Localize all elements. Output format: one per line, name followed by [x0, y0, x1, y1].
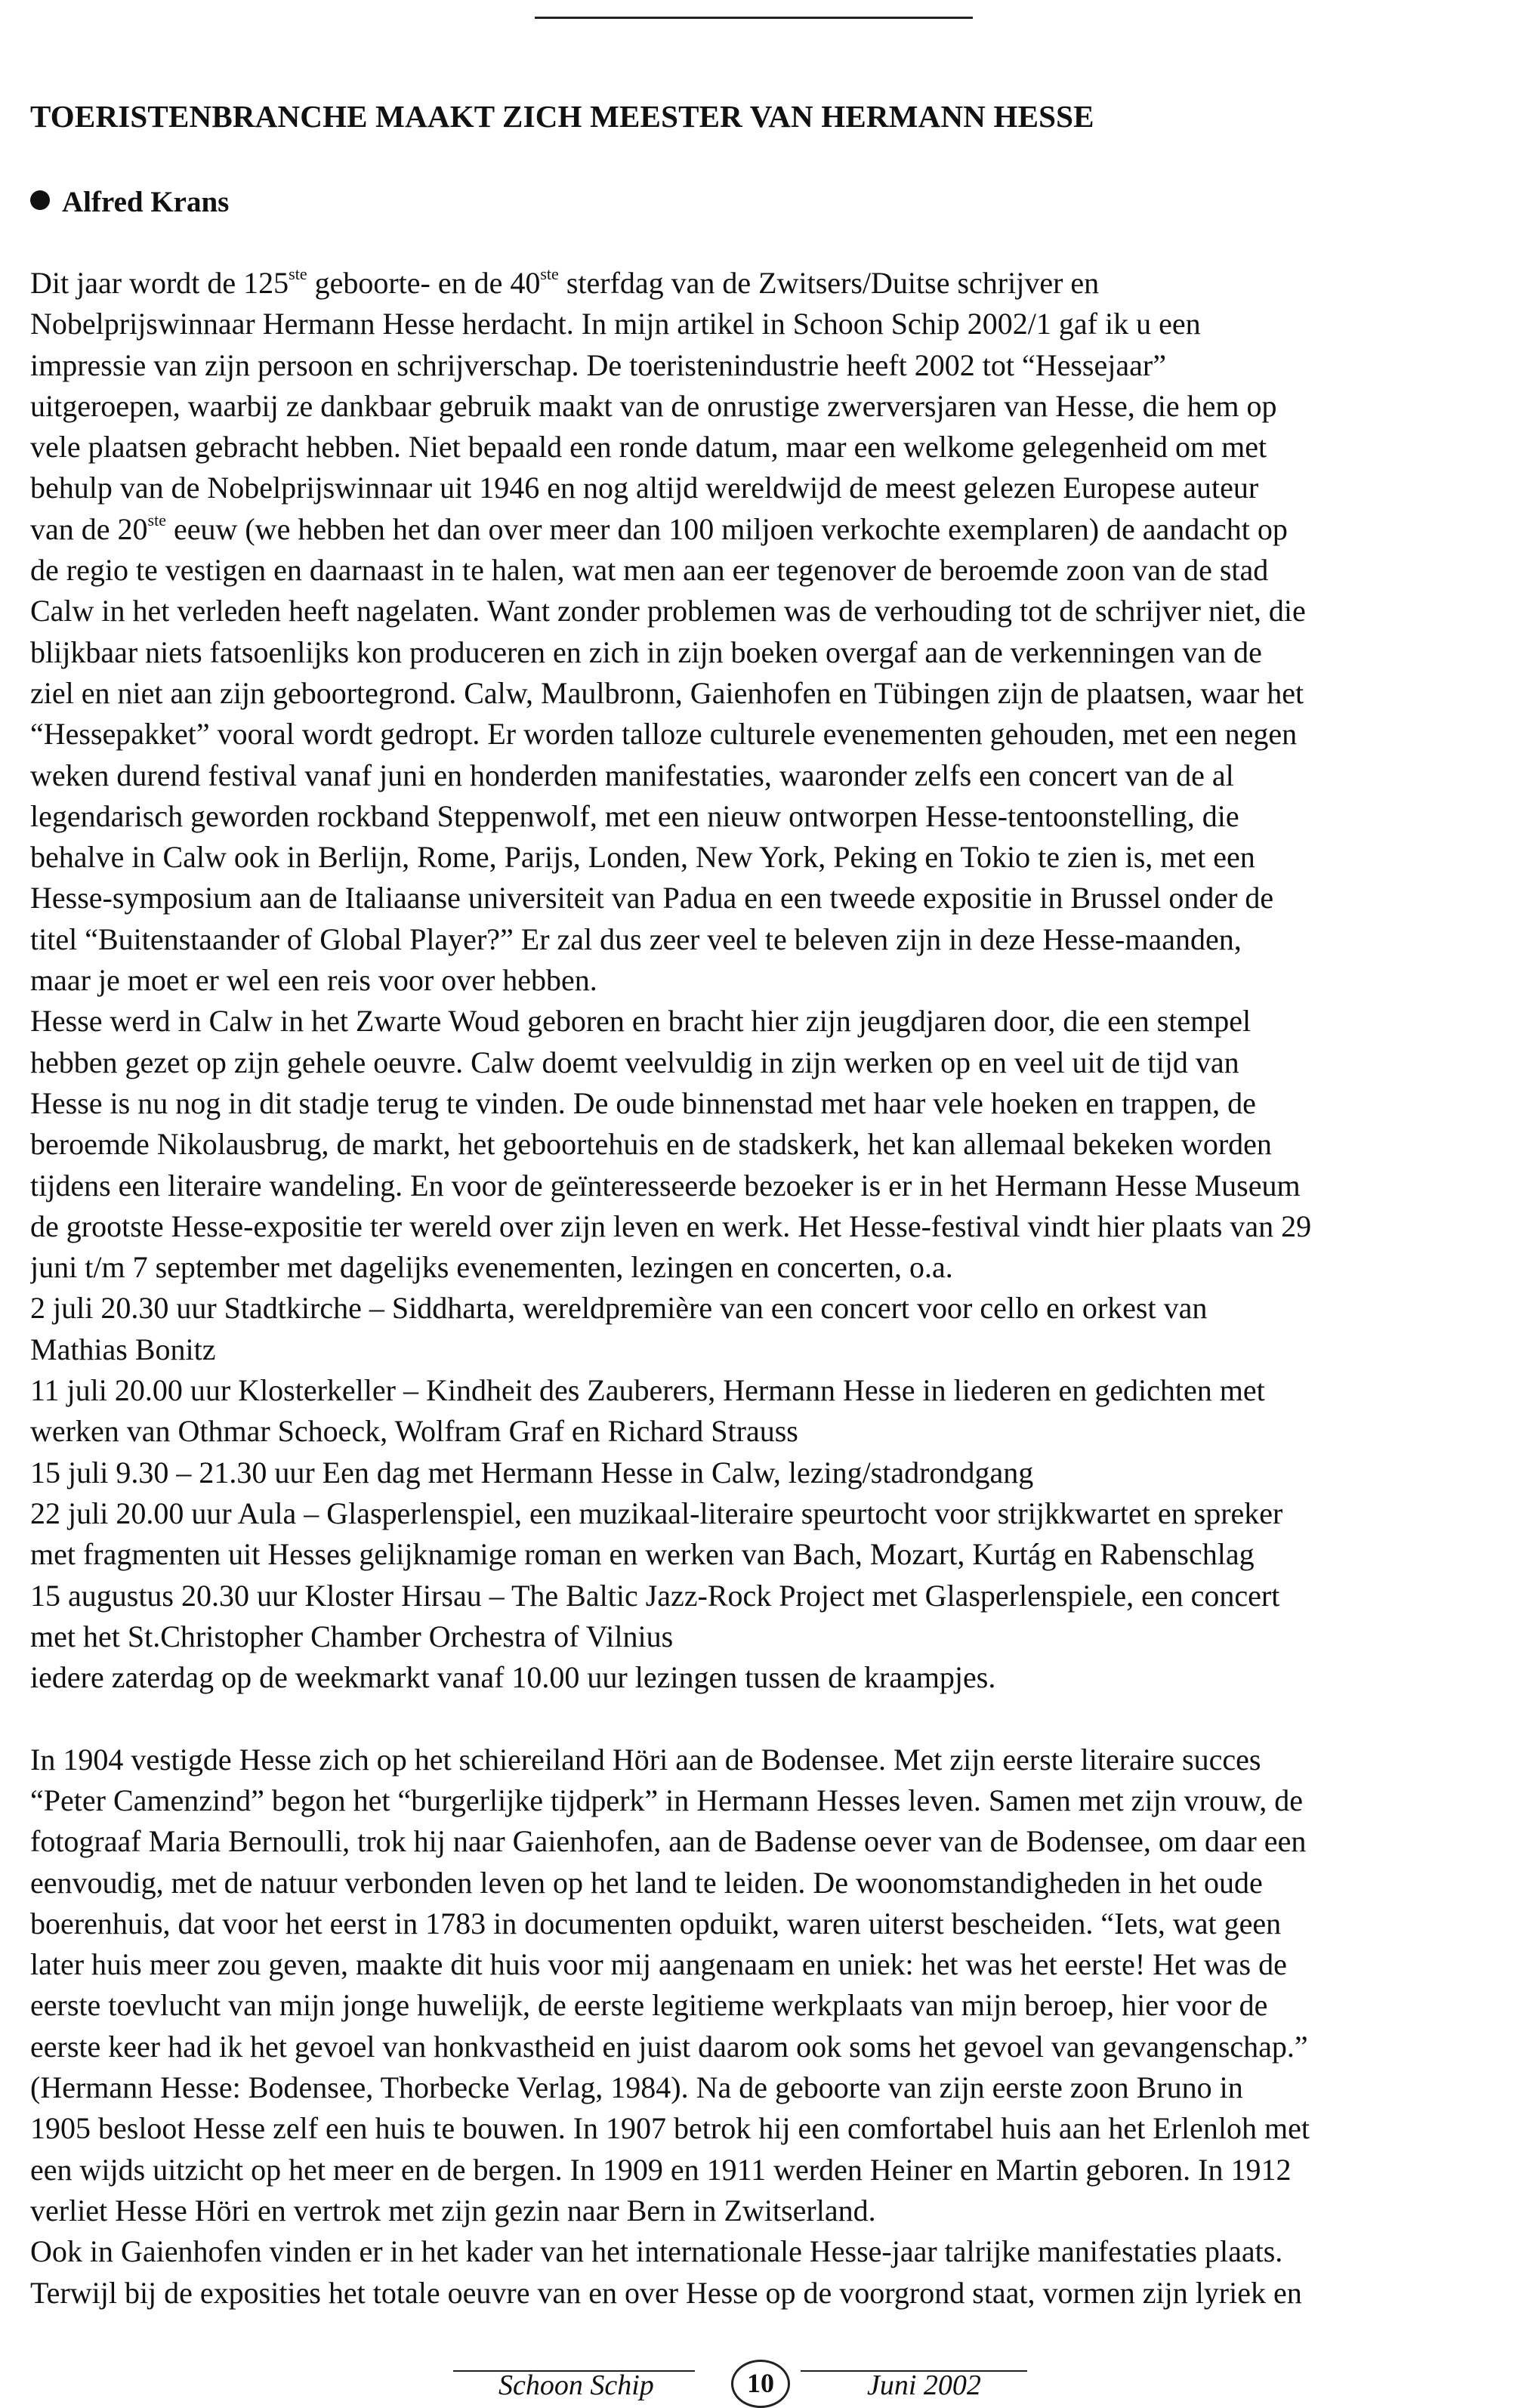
text-line — [30, 1576, 1511, 1616]
text-segment: 15 juli 9.30 – 21.30 uur Een dag met Hermann Hesse in Calw, lezing/stadrondgang — [30, 1455, 1034, 1490]
text-segment: eeuw (we hebben het dan over meer dan 100 miljoen verkochte exemplaren) de aandacht op — [165, 511, 1288, 546]
text-line — [30, 1821, 1511, 1862]
text-line — [30, 263, 1511, 304]
text-line — [30, 591, 1511, 631]
text-line — [30, 1985, 1511, 2026]
page-number: 10 — [731, 2360, 790, 2408]
text-line — [30, 1124, 1511, 1165]
text-line — [30, 1453, 1511, 1493]
text-segment: behalve in Calw ook in Berlijn, Rome, Parijs, Londen, New York, Peking en Tokio te zien is, met een — [30, 840, 1255, 875]
text-segment: 1905 besloot Hesse zelf een huis te bouwen. In 1907 betrok hij een comfortabel huis aan het Erlenloh met — [30, 2111, 1310, 2146]
article-author — [30, 185, 229, 219]
text-line — [30, 755, 1511, 796]
text-segment: juni t/m 7 september met dagelijks evenementen, lezingen en concerten, o.a. — [30, 1250, 953, 1285]
text-segment: Ook in Gaienhofen vinden er in het kader van het internationale Hesse-jaar talrijke manifestaties plaats. — [30, 2234, 1283, 2269]
text-line — [30, 2027, 1511, 2067]
text-line — [30, 509, 1511, 550]
text-segment: “Peter Camenzind” begon het “burgerlijke tijdperk” in Hermann Hesses leven. Samen met zijn vrouw, de — [30, 1783, 1304, 1817]
text-line — [30, 796, 1511, 837]
top-rule — [535, 17, 973, 19]
text-line — [30, 304, 1511, 344]
superscript: ste — [147, 510, 166, 529]
text-segment: weken durend festival vanaf juni en honderden manifestaties, waaronder zelfs een concert van de al — [30, 758, 1234, 792]
text-line — [30, 1370, 1511, 1411]
text-segment: iedere zaterdag op de weekmarkt vanaf 10.00 uur lezingen tussen de kraampjes. — [30, 1660, 996, 1695]
text-segment: titel “Buitenstaander of Global Player?” Er zal dus zeer veel te beleven zijn in deze Hesse-maanden, — [30, 922, 1242, 956]
text-segment: “Hessepakket” vooral wordt gedropt. Er worden talloze culturele evenementen gehouden, met een negen — [30, 717, 1298, 752]
text-line — [30, 550, 1511, 591]
text-line — [30, 386, 1511, 427]
text-line — [30, 632, 1511, 673]
text-segment: 2 juli 20.30 uur Stadtkirche – Siddharta, wereldpremière van een concert voor cello en orkest van — [30, 1291, 1208, 1326]
text-segment: later huis meer zou geven, maakte dit huis voor mij aangenaam en uniek: het was het eerste! Het was de — [30, 1947, 1287, 1982]
text-segment: van de 20 — [30, 511, 148, 546]
text-line — [30, 1780, 1511, 1821]
text-segment: Hesse is nu nog in dit stadje terug te vinden. De oude binnenstad met haar vele hoeken en trappen, de — [30, 1085, 1256, 1120]
text-line — [30, 1903, 1511, 1944]
text-segment: beroemde Nikolausbrug, de markt, het geboortehuis en de stadskerk, het kan allemaal bekeken worden — [30, 1127, 1272, 1162]
text-segment: Mathias Bonitz — [30, 1332, 216, 1366]
text-line — [30, 1247, 1511, 1288]
text-segment: 15 augustus 20.30 uur Kloster Hirsau – The Baltic Jazz-Rock Project met Glasperlenspiele, een concert — [30, 1578, 1280, 1613]
text-segment: hebben gezet op zijn gehele oeuvre. Calw doemt veelvuldig in zijn werken op en veel uit de tijd van — [30, 1045, 1239, 1079]
text-line — [30, 714, 1511, 755]
footer-date: Juni 2002 — [867, 2369, 981, 2401]
article-title: TOERISTENBRANCHE MAAKT ZICH MEESTER VAN HERMANN HESSE — [30, 99, 1094, 134]
text-segment: ziel en niet aan zijn geboortegrond. Calw, Maulbronn, Gaienhofen en Tübingen zijn de plaatsen, waar het — [30, 675, 1304, 710]
text-segment: fotograaf Maria Bernoulli, trok hij naar Gaienhofen, aan de Badense oever van de Bodensee, om daar een — [30, 1824, 1307, 1859]
text-segment: (Hermann Hesse: Bodensee, Thorbecke Verlag, 1984). Na de geboorte van zijn eerste zoon Bruno in — [30, 2070, 1243, 2105]
text-segment: eenvoudig, met de natuur verbonden leven op het land te leiden. De woonomstandigheden in het oude — [30, 1865, 1263, 1900]
text-segment: een wijds uitzicht op het meer en de bergen. In 1909 en 1911 werden Heiner en Martin geboren. In 1912 — [30, 2152, 1292, 2187]
text-segment: verliet Hesse Höri en vertrok met zijn gezin naar Bern in Zwitserland. — [30, 2193, 876, 2227]
text-segment: uitgeroepen, waarbij ze dankbaar gebruik maakt van de onrustige zwerversjaren van Hesse, die hem op — [30, 388, 1277, 423]
text-line — [30, 1493, 1511, 1534]
text-line — [30, 919, 1511, 960]
superscript: ste — [540, 264, 559, 283]
text-segment: Terwijl bij de exposities het totale oeuvre van en over Hesse op de voorgrond staat, vormen zijn lyriek en — [30, 2275, 1302, 2310]
text-line — [30, 345, 1511, 386]
superscript: ste — [289, 264, 307, 283]
text-line — [30, 2108, 1511, 2149]
text-segment: eerste toevlucht van mijn jonge huwelijk, de eerste legitieme werkplaats van mijn beroep, hier voor de — [30, 1988, 1268, 2023]
text-line — [30, 878, 1511, 918]
text-line — [30, 1616, 1511, 1657]
text-segment: Dit jaar wordt de 125 — [30, 266, 289, 300]
text-segment: met fragmenten uit Hesses gelijknamige roman en werken van Bach, Mozart, Kurtág en Rabenschlag — [30, 1537, 1255, 1572]
text-line — [30, 2190, 1511, 2231]
text-line — [30, 1206, 1511, 1247]
text-line — [30, 1740, 1511, 1780]
text-line — [30, 1534, 1511, 1575]
text-segment: tijdens een literaire wandeling. En voor de geïnteresseerde bezoeker is er in het Hermann Hesse Museum — [30, 1168, 1301, 1202]
text-segment: met het St.Christopher Chamber Orchestra of Vilnius — [30, 1619, 674, 1653]
text-segment: Hesse werd in Calw in het Zwarte Woud geboren en bracht hier zijn jeugdjaren door, die een stempel — [30, 1004, 1252, 1039]
footer-publication: Schoon Schip — [498, 2369, 654, 2401]
article-body — [30, 263, 1511, 2314]
text-segment: de grootste Hesse-expositie ter wereld over zijn leven en werk. Het Hesse-festival vindt hier plaats van 29 — [30, 1209, 1312, 1243]
text-segment: Hesse-symposium aan de Italiaanse universiteit van Padua en een tweede expositie in Brussel onder de — [30, 881, 1274, 915]
text-line — [30, 1329, 1511, 1370]
text-line — [30, 837, 1511, 878]
bullet-icon — [30, 190, 50, 210]
text-line — [30, 1863, 1511, 1903]
text-line — [30, 1288, 1511, 1329]
text-segment: vele plaatsen gebracht hebben. Niet bepaald een ronde datum, maar een welkome gelegenheid om met — [30, 430, 1267, 465]
text-segment: maar je moet er wel een reis voor over hebben. — [30, 963, 597, 998]
text-segment: Calw in het verleden heeft nagelaten. Want zonder problemen was de verhouding tot de schrijver niet, die — [30, 594, 1306, 628]
text-line — [30, 2150, 1511, 2190]
text-line — [30, 2067, 1511, 2108]
text-line — [30, 1411, 1511, 1452]
text-segment: werken van Othmar Schoeck, Wolfram Graf en Richard Strauss — [30, 1414, 798, 1449]
text-line — [30, 1042, 1511, 1083]
text-line — [30, 427, 1511, 468]
text-line — [30, 1944, 1511, 1985]
text-segment: behulp van de Nobelprijswinnaar uit 1946 en nog altijd wereldwijd de meest gelezen Europese auteur — [30, 471, 1259, 505]
text-line — [30, 1083, 1511, 1124]
author-name: Alfred Krans — [62, 186, 230, 218]
page-footer — [453, 2366, 1027, 2401]
text-line — [30, 468, 1511, 508]
text-line — [30, 2231, 1511, 2272]
text-segment: geboorte- en de 40 — [307, 266, 541, 300]
text-segment: boerenhuis, dat voor het eerst in 1783 in documenten opduikt, waren uiterst bescheiden. “Iets, wat geen — [30, 1906, 1282, 1940]
text-segment: de regio te vestigen en daarnaast in te halen, wat men aan eer tegenover de beroemde zoon van de stad — [30, 553, 1269, 588]
text-segment: sterfdag van de Zwitsers/Duitse schrijver en — [558, 266, 1100, 300]
text-segment: blijkbaar niets fatsoenlijks kon produceren en zich in zijn boeken overgaf aan de verkenningen van de — [30, 634, 1262, 669]
text-line — [30, 2273, 1511, 2314]
text-line — [30, 1657, 1511, 1698]
text-line — [30, 960, 1511, 1001]
text-segment: Nobelprijswinnaar Hermann Hesse herdacht. In mijn artikel in Schoon Schip 2002/1 gaf ik u een — [30, 307, 1201, 341]
text-line — [30, 1001, 1511, 1042]
text-segment: 22 juli 20.00 uur Aula – Glasperlenspiel, een muzikaal-literaire speurtocht voor strijkkwartet en spreker — [30, 1496, 1283, 1530]
text-line — [30, 673, 1511, 714]
paragraph-gap — [30, 1698, 1511, 1739]
text-line — [30, 1165, 1511, 1206]
text-segment: impressie van zijn persoon en schrijverschap. De toeristenindustrie heeft 2002 tot “Hessejaar” — [30, 347, 1166, 382]
text-segment: legendarisch geworden rockband Steppenwolf, met een nieuw ontworpen Hesse-tentoonstelling, die — [30, 798, 1239, 833]
text-segment: eerste keer had ik het gevoel van honkvastheid en juist daarom ook soms het gevoel van gevangenschap.” — [30, 2029, 1308, 2064]
text-segment: 11 juli 20.00 uur Klosterkeller – Kindheit des Zauberers, Hermann Hesse in liederen en gedichten met — [30, 1373, 1265, 1408]
text-segment: In 1904 vestigde Hesse zich op het schiereiland Höri aan de Bodensee. Met zijn eerste literaire succes — [30, 1742, 1261, 1777]
